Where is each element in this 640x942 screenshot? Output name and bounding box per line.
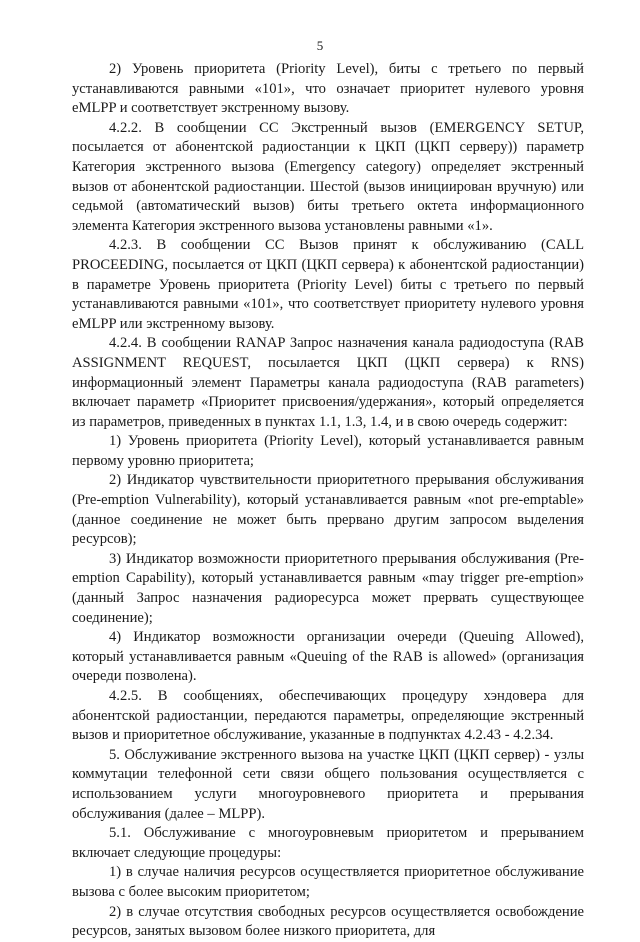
paragraph-priority-level: 2) Уровень приоритета (Priority Level), биты с третьего по первый устанавливаются равными «101», что означает приоритет нулевого уровня eMLPP и соответствует экстренному вызову. bbox=[72, 61, 584, 117]
paragraph-5: 5. Обслуживание экстренного вызова на участке ЦКП (ЦКП сервер) - узлы коммутации телефонной сети связи общего пользования осуществляется с использованием услуги многоуровневого приоритета и прерывания обслуживания (далее – MLPP). bbox=[72, 746, 584, 822]
paragraph-4-2-4: 4.2.4. В сообщении RANAP Запрос назначения канала радиодоступа (RAB ASSIGNMENT REQUEST, посылается ЦКП (ЦКП сервера) к RNS) информационный элемент Параметры канала радиодоступа (RAB parameters) включает параметр «Приоритет присвоения/удержания», который определяется из параметров, приведенных в пунктах 1.1, 1.3, 1.4, и в свою очередь содержит: bbox=[72, 335, 584, 430]
list-item-3: 3) Индикатор возможности приоритетного прерывания обслуживания (Pre-emption Capability), который устанавливается равным «may trigger pre-emption» (данный Запрос назначения радиоресурса может прервать существующее соединение); bbox=[72, 550, 584, 626]
list-item-2: 2) Индикатор чувствительности приоритетного прерывания обслуживания (Pre-emption Vulnerability), который устанавливается равным «not pre-emptable» (данное соединение не может быть прервано другим запросом выделения ресурсов); bbox=[72, 472, 584, 548]
list-item-4: 4) Индикатор возможности организации очереди (Queuing Allowed), который устанавливается равным «Queuing of the RAB is allowed» (организация очереди позволена). bbox=[72, 629, 584, 685]
paragraph-5-1: 5.1. Обслуживание с многоуровневым приоритетом и прерыванием включает следующие процедуры: bbox=[72, 825, 584, 861]
page-number: 5 bbox=[316, 38, 324, 53]
paragraph-4-2-5: 4.2.5. В сообщениях, обеспечивающих процедуру хэндовера для абонентской радиостанции, передаются параметры, определяющие экстренный вызов и приоритетное обслуживание, указанные в подпунктах 4.2.43 - 4.2.34. bbox=[72, 688, 584, 744]
procedure-item-2: 2) в случае отсутствия свободных ресурсов осуществляется освобождение ресурсов, занятых вызовом более низкого приоритета, для bbox=[72, 903, 584, 940]
paragraph-4-2-3: 4.2.3. В сообщении CC Вызов принят к обслуживанию (CALL PROCEEDING, посылается от ЦКП (ЦКП сервера) к абонентской радиостанции) в параметре Уровень приоритета (Priority Level) биты с третьего по первый устанавливаются равными «101», что соответствует приоритету нулевого уровня eMLPP или экстренному вызову. bbox=[72, 237, 584, 332]
document-body bbox=[72, 60, 584, 942]
list-item-1: 1) Уровень приоритета (Priority Level), который устанавливается равным первому уровню приоритета; bbox=[72, 433, 584, 469]
paragraph-4-2-2: 4.2.2. В сообщении CC Экстренный вызов (EMERGENCY SETUP, посылается от абонентской радиостанции к ЦКП (ЦКП серверу)) параметр Категория экстренного вызова (Emergency category) определяет экстренный вызов от абонентской радиостанции. Шестой (вызов инициирован вручную) или седьмой (автоматический вызов) биты третьего октета информационного элемента Категория экстренного вызова установлены равными «1». bbox=[72, 119, 584, 234]
procedure-item-1: 1) в случае наличия ресурсов осуществляется приоритетное обслуживание вызова с более высоким приоритетом; bbox=[72, 864, 584, 900]
